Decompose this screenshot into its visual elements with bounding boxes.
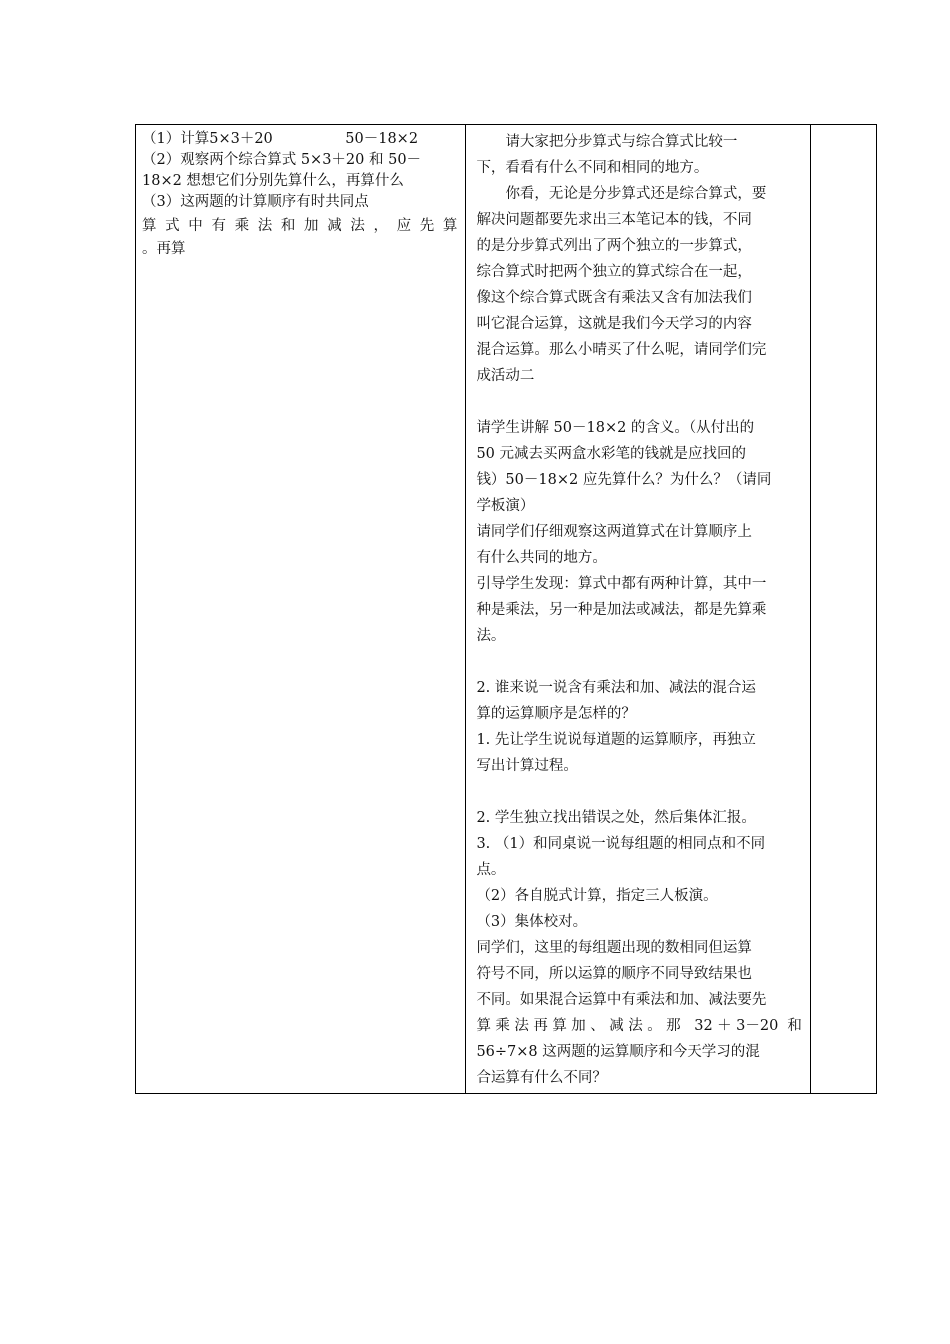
blank-line (476, 779, 801, 805)
text-line: （1）计算5×3＋20 50－18×2 (142, 131, 419, 147)
text-line: 18×2 想想它们分别先算什么，再算什么 (142, 173, 404, 189)
text-line: 学板演） (476, 498, 535, 514)
text-line: 种是乘法，另一种是加法或减法，都是先算乘 (476, 602, 767, 618)
text-line: 像这个综合算式既含有乘法又含有加法我们 (476, 290, 752, 306)
text-line: 请同学们仔细观察这两道算式在计算顺序上 (476, 524, 752, 540)
text-line: 3. （1）和同桌说一说每组题的相同点和不同 (476, 836, 766, 852)
text-line: 的是分步算式列出了两个独立的一步算式， (476, 238, 752, 254)
text-line: 点。 (476, 862, 506, 878)
text-line: 混合运算。那么小晴买了什么呢，请同学们完 (476, 342, 767, 358)
text-line: 算乘法再算加、减法。那 32＋3－20 和 (476, 1018, 802, 1034)
text-line: 不同。如果混合运算中有乘法和加、减法要先 (476, 992, 767, 1008)
table-row (136, 125, 877, 1094)
text-line: 算的运算顺序是怎样的？ (476, 706, 636, 722)
text-line: 解决问题都要先求出三本笔记本的钱，不同 (476, 212, 752, 228)
text-line: 钱）50－18×2 应先算什么？为什么？（请同 (476, 472, 772, 488)
text-line: 法。 (476, 628, 506, 644)
text-line: 56÷7×8 这两题的运算顺序和今天学习的混 (476, 1044, 760, 1060)
text-line: 同学们，这里的每组题出现的数相同但运算 (476, 940, 752, 956)
text-line: 50 元减去买两盒水彩笔的钱就是应找回的 (476, 446, 746, 462)
text-line: 1. 先让学生说说每道题的运算顺序，再独立 (476, 732, 756, 748)
text-line: 请大家把分步算式与综合算式比较一 (505, 134, 738, 150)
text-line: （3）集体校对。 (476, 914, 588, 930)
teaching-process-cell (466, 125, 810, 1094)
text-line: 2. 学生独立找出错误之处，然后集体汇报。 (476, 810, 756, 826)
text-line: 2. 谁来说一说含有乘法和加、减法的混合运 (476, 680, 756, 696)
text-line: （3）这两题的计算顺序有时共同点 (142, 194, 369, 210)
notes-cell (810, 125, 876, 1094)
text-line: 。再算 (142, 241, 186, 257)
text-line: （2）各自脱式计算，指定三人板演。 (476, 888, 718, 904)
text-line: 成活动二 (476, 368, 535, 384)
text-line: （2）观察两个综合算式 5×3＋20 和 50－ (142, 152, 422, 168)
text-line: 有什么共同的地方。 (476, 550, 607, 566)
blank-line (476, 389, 801, 415)
text-line: 请学生讲解 50－18×2 的含义。（从付出的 (476, 420, 755, 436)
text-line: 引导学生发现：算式中都有两种计算，其中一 (476, 576, 767, 592)
text-line: 符号不同，所以运算的顺序不同导致结果也 (476, 966, 752, 982)
lesson-plan-table (135, 124, 877, 1094)
text-line: 下，看看有什么不同和相同的地方。 (476, 160, 709, 176)
text-line: 叫它混合运算，这就是我们今天学习的内容 (476, 316, 752, 332)
text-line: 综合算式时把两个独立的算式综合在一起， (476, 264, 752, 280)
text-line: 写出计算过程。 (476, 758, 578, 774)
activity-cell (136, 125, 466, 1094)
text-line: 合运算有什么不同？ (476, 1070, 607, 1086)
text-line: 你看，无论是分步算式还是综合算式，要 (505, 186, 767, 202)
text-line: 算式中有乘法和加减法，应先算 (142, 218, 458, 234)
blank-line (476, 649, 801, 675)
